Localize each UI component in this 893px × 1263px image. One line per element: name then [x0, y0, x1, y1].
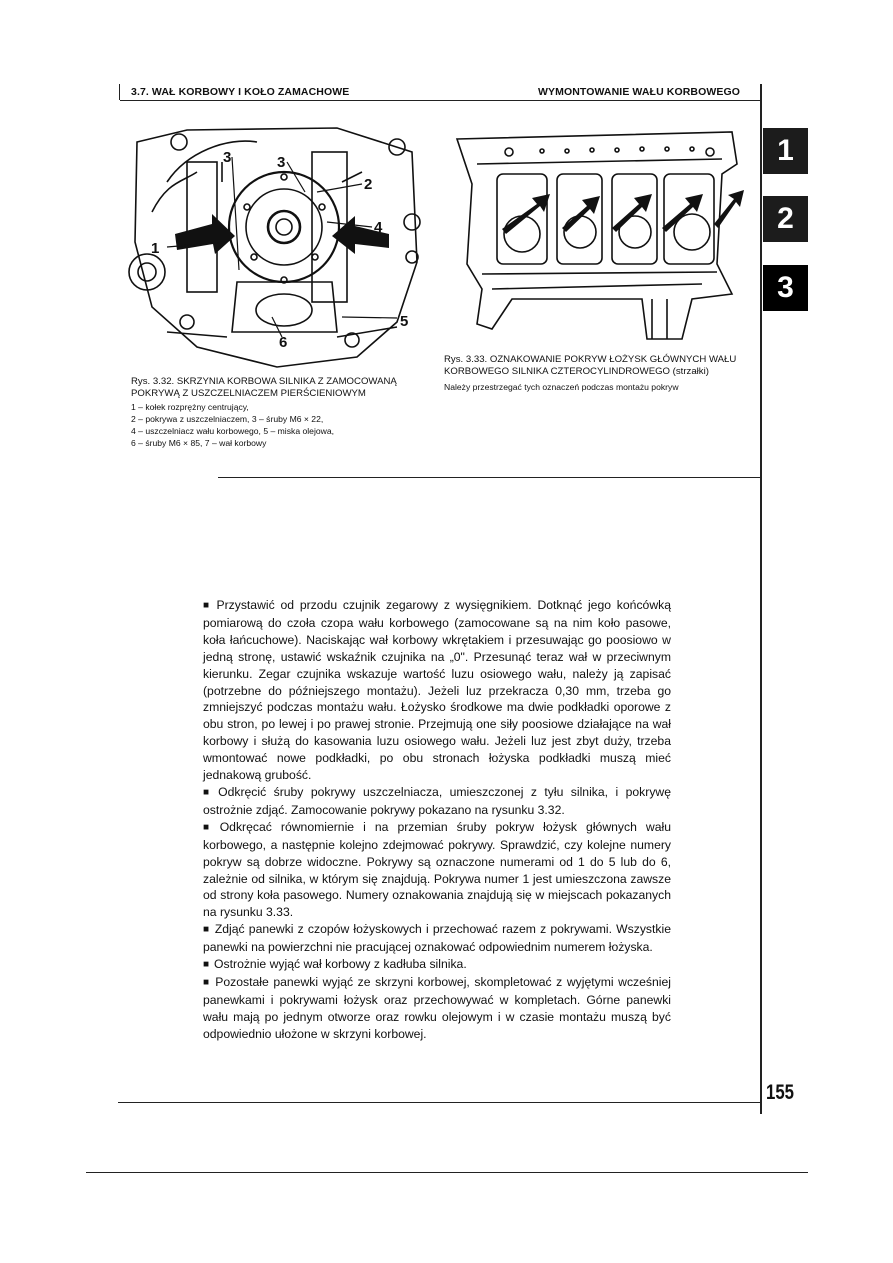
callout-3a: 3 [223, 149, 232, 166]
bullet-square-icon: ■ [203, 924, 210, 936]
instruction-paragraph: ■ Odkręcać równomiernie i na przemian śruby pokryw łożysk głównych wału korbowego, a następnie kolejno zdejmować pokrywy. Sprawdzić, czy kolejne numery pokryw są dobrze widoczne. Pokrywy są oznaczone numerami od 1 do 5 lub do 6, zależnie od silnika, w którym się znajdują. Pokrywa numer 1 jest umieszczona zawsze od strony koła pasowego. Numery oznakowania znajdują się w miejscach pokazanych na rysunku 3.33. [203, 819, 671, 920]
bullet-square-icon: ■ [203, 600, 212, 611]
callout-1: 1 [151, 240, 160, 257]
figure-333-note: Należy przestrzegać tych oznaczeń podczas montażu pokryw [444, 381, 679, 392]
figure-332-caption [131, 376, 431, 450]
figure-333-bearing-caps-drawing [452, 124, 752, 346]
figure-333-caption [444, 354, 754, 393]
footer-rule [118, 1102, 760, 1103]
chapter-tab-2: 2 [763, 196, 808, 242]
running-header-left: 3.7. WAŁ KORBOWY I KOŁO ZAMACHOWE [131, 86, 350, 98]
right-margin-rule [760, 84, 762, 1114]
callout-2: 2 [364, 176, 373, 193]
bullet-square-icon: ■ [203, 976, 211, 988]
instruction-paragraph: ■ Pozostałe panewki wyjąć ze skrzyni korbowej, skompletować z wyjętymi wcześniej panewkami i pokrywami łożysk oraz przechowywać w kompletach. Górne panewki wału mają po jednym otworze oraz rowku olejowym i w czasie montażu muszą być odpowiednio ułożone w skrzyni korbowej. [203, 974, 671, 1041]
body-text [203, 597, 671, 1043]
header-left-tick [119, 84, 120, 100]
running-header-right: WYMONTOWANIE WAŁU KORBOWEGO [538, 86, 740, 98]
figure-332-legend-line: 1 – kołek rozprężny centrujący, [131, 401, 249, 412]
figure-332-caption-title: Rys. 3.32. SKRZYNIA KORBOWA SILNIKA Z ZAMOCOWANĄ POKRYWĄ Z USZCZELNIACZEM PIERŚCIENIOWYM [131, 376, 397, 400]
callout-6: 6 [279, 334, 288, 351]
bullet-square-icon: ■ [203, 821, 215, 833]
figure-332-legend-line: 4 – uszczelniacz wału korbowego, 5 – miska olejowa, [131, 426, 335, 437]
callout-5: 5 [400, 313, 409, 330]
page-number: 155 [766, 1081, 795, 1104]
instruction-paragraph: ■ Zdjąć panewki z czopów łożyskowych i przechować razem z pokrywami. Wszystkie panewki na powierzchni nie pracującej oznakować odpowiednim numerem łożyska. [203, 922, 671, 955]
figures-separator [218, 477, 761, 478]
header-rule [120, 100, 761, 101]
figure-333-caption-title: Rys. 3.33. OZNAKOWANIE POKRYW ŁOŻYSK GŁÓWNYCH WAŁU KORBOWEGO SILNIKA CZTEROCYLINDROWEGO (strzałki) [444, 354, 737, 378]
instruction-paragraph: ■ Odkręcić śruby pokrywy uszczelniacza, umieszczonej z tyłu silnika, i pokrywę ostrożnie zdjąć. Zamocowanie pokrywy pokazano na rysunku 3.32. [203, 784, 671, 817]
callout-3b: 3 [277, 154, 286, 171]
callout-4: 4 [374, 219, 383, 236]
chapter-tab-1: 1 [763, 128, 808, 174]
figure-332-legend-line: 2 – pokrywa z uszczelniaczem, 3 – śruby M6 × 22, [131, 414, 324, 425]
bullet-square-icon: ■ [203, 786, 214, 798]
bullet-square-icon: ■ [203, 959, 210, 971]
chapter-tab-3: 3 [763, 265, 808, 311]
figure-332-legend-line: 6 – śruby M6 × 85, 7 – wał korbowy [131, 438, 267, 449]
instruction-paragraph: ■ Ostrożnie wyjąć wał korbowy z kadłuba silnika. [203, 957, 467, 972]
instruction-paragraph: ■ Przystawić od przodu czujnik zegarowy z wysięgnikiem. Dotknąć jego końcówką pomiarową do czoła czopa wału korbowego (zamocowane są na nim koło pasowe, koła łańcuchowe). Naciskając wał korbowy wkrętakiem i przesuwając go poosiowo w jedną stronę, ustawić wskaźnik czujnika na „0". Przesunąć teraz wał w przeciwnym kierunku. Zegar czujnika wskazuje wartość luzu osiowego wału, należy ją zapisać (potrzebne do późniejszego montażu). Jeżeli luz przekracza 0,30 mm, trzeba go zmniejszyć podczas montażu wału. Łożysko środkowe ma dwie podkładki oporowe z obu stron, po lewej i po prawej stronie. Przejmują one siły poosiowe działające na wał korbowy i służą do kasowania luzu osiowego wału. Jeżeli luz jest zbyt duży, trzeba wmontować nowe podkładki, po obu stronach łożyska podkładki muszą mieć jednakową grubość. [203, 598, 671, 783]
page-bottom-rule [86, 1172, 808, 1173]
figure-332-crankcase-drawing [127, 122, 427, 372]
